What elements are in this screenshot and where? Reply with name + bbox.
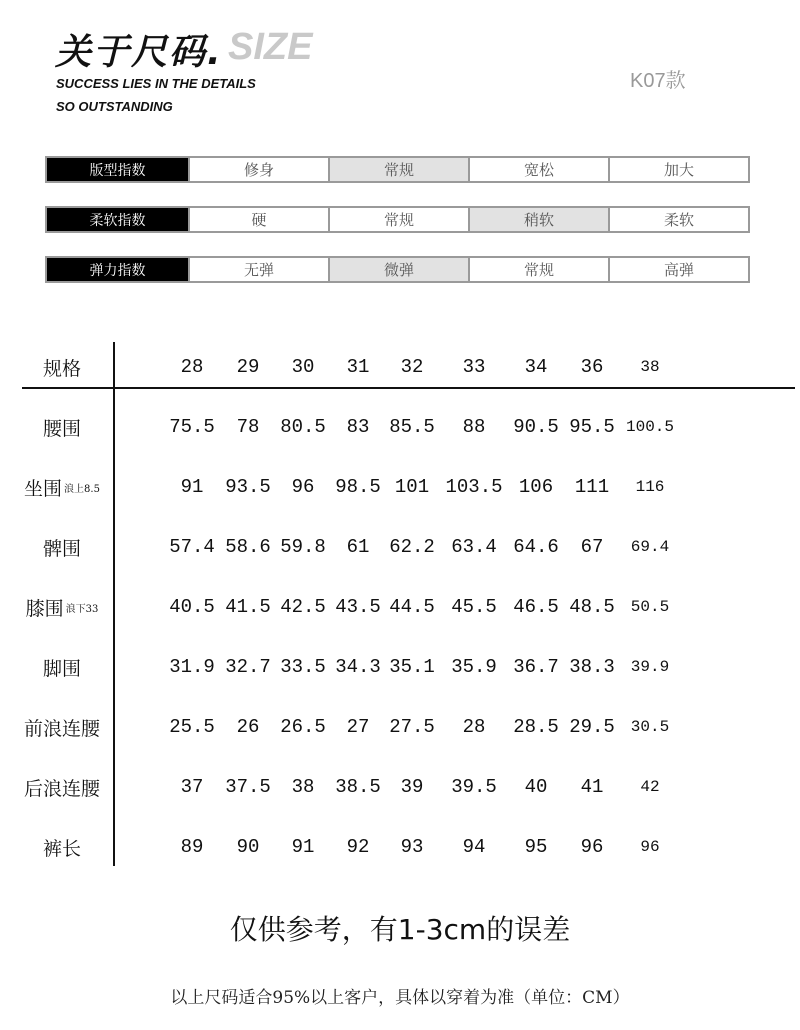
table-cell: 58.6 <box>225 536 271 558</box>
page-title-en: SIZE <box>228 26 313 68</box>
row-label-text: 后浪连腰 <box>23 777 100 800</box>
page-title: 关于尺码. <box>55 32 223 73</box>
table-cell: 30.5 <box>630 718 670 736</box>
table-cell: 93.5 <box>225 476 271 498</box>
table-cell: 93 <box>400 836 424 858</box>
table-cell: 34.3 <box>335 656 381 678</box>
row-label-note: 浪上8.5 <box>64 483 100 495</box>
model-number: K07款 <box>630 70 686 92</box>
table-cell: 62.2 <box>389 536 435 558</box>
table-cell: 41.5 <box>225 596 271 618</box>
table-cell: 37.5 <box>225 776 271 798</box>
softness-index-label: 柔软指数 <box>47 208 188 231</box>
table-cell: 27 <box>346 716 370 738</box>
table-row <box>0 587 800 627</box>
table-row <box>0 827 800 867</box>
table-cell: 33.5 <box>280 656 326 678</box>
table-cell: 29.5 <box>569 716 615 738</box>
table-cell: 111 <box>574 476 610 498</box>
stretch-option: 微弹 <box>328 258 468 281</box>
row-label <box>8 707 116 747</box>
table-cell: 39.9 <box>630 658 670 676</box>
table-cell: 42.5 <box>280 596 326 618</box>
table-cell: 39.5 <box>451 776 497 798</box>
softness-option: 常规 <box>328 208 468 231</box>
table-row <box>0 527 800 567</box>
table-cell: 61 <box>346 536 370 558</box>
table-cell: 43.5 <box>335 596 381 618</box>
table-cell: 40 <box>524 776 548 798</box>
table-cell: 67 <box>580 536 604 558</box>
fit-index-bar <box>45 156 750 183</box>
table-row <box>0 767 800 807</box>
table-cell: 26.5 <box>280 716 326 738</box>
row-label-text: 裤长 <box>42 837 81 860</box>
table-cell: 25.5 <box>169 716 215 738</box>
slogan-line-2: SO OUTSTANDING <box>56 99 173 114</box>
table-row <box>0 467 800 507</box>
header-label: 规格 <box>42 357 81 380</box>
table-cell: 38.3 <box>569 656 615 678</box>
table-cell: 32.7 <box>225 656 271 678</box>
table-cell: 95.5 <box>569 416 615 438</box>
fit-option: 修身 <box>188 158 328 181</box>
table-cell: 106 <box>518 476 554 498</box>
table-cell: 39 <box>400 776 424 798</box>
fit-option: 常规 <box>328 158 468 181</box>
table-cell: 101 <box>394 476 430 498</box>
table-cell: 48.5 <box>569 596 615 618</box>
stretch-option: 高弹 <box>608 258 748 281</box>
table-cell: 26 <box>236 716 260 738</box>
table-cell: 91 <box>291 836 315 858</box>
table-cell: 59.8 <box>280 536 326 558</box>
table-cell: 38.5 <box>335 776 381 798</box>
table-cell: 83 <box>346 416 370 438</box>
table-cell: 90.5 <box>513 416 559 438</box>
disclaimer: 仅供参考，有1-3cm的误差 <box>229 913 571 946</box>
row-label-text: 脚围 <box>42 657 81 680</box>
table-cell: 96 <box>580 836 604 858</box>
table-cell: 96 <box>640 838 660 856</box>
fit-option: 宽松 <box>468 158 608 181</box>
size-header-cell: 31 <box>346 356 370 378</box>
table-row <box>0 647 800 687</box>
softness-option: 硬 <box>188 208 328 231</box>
table-cell: 37 <box>180 776 204 798</box>
slogan-line-1: SUCCESS LIES IN THE DETAILS <box>56 76 256 91</box>
row-label-text: 前浪连腰 <box>23 717 100 740</box>
table-cell: 95 <box>524 836 548 858</box>
table-row <box>0 707 800 747</box>
row-label <box>8 527 116 567</box>
table-cell: 98.5 <box>335 476 381 498</box>
table-cell: 28 <box>462 716 486 738</box>
size-header-cell: 29 <box>236 356 260 378</box>
footnote: 以上尺码适合95%以上客户，具体以穿着为准（单位：CM） <box>170 988 630 1008</box>
table-cell: 64.6 <box>513 536 559 558</box>
row-label-text: 膝围 <box>25 597 64 620</box>
size-header-cell: 38 <box>640 358 660 376</box>
row-label <box>8 467 116 507</box>
table-cell: 91 <box>180 476 204 498</box>
row-label <box>8 827 116 867</box>
row-label-text: 腰围 <box>42 417 81 440</box>
table-cell: 28.5 <box>513 716 559 738</box>
size-header-cell: 36 <box>580 356 604 378</box>
table-cell: 42 <box>640 778 660 796</box>
table-header-row <box>0 347 800 387</box>
table-cell: 75.5 <box>169 416 215 438</box>
table-cell: 27.5 <box>389 716 435 738</box>
table-header-divider <box>22 387 795 389</box>
table-cell: 88 <box>462 416 486 438</box>
table-cell: 57.4 <box>169 536 215 558</box>
size-header-cell: 28 <box>180 356 204 378</box>
table-cell: 85.5 <box>389 416 435 438</box>
size-header-cell: 33 <box>462 356 486 378</box>
table-cell: 40.5 <box>169 596 215 618</box>
table-cell: 38 <box>291 776 315 798</box>
table-cell: 78 <box>236 416 260 438</box>
softness-index-bar <box>45 206 750 233</box>
table-cell: 36.7 <box>513 656 559 678</box>
fit-option: 加大 <box>608 158 748 181</box>
table-cell: 80.5 <box>280 416 326 438</box>
table-cell: 50.5 <box>630 598 670 616</box>
table-cell: 35.1 <box>389 656 435 678</box>
table-cell: 35.9 <box>451 656 497 678</box>
table-cell: 46.5 <box>513 596 559 618</box>
table-cell: 44.5 <box>389 596 435 618</box>
stretch-option: 常规 <box>468 258 608 281</box>
row-label-note: 浪下33 <box>65 603 99 615</box>
table-cell: 31.9 <box>169 656 215 678</box>
table-cell: 94 <box>462 836 486 858</box>
table-cell: 69.4 <box>630 538 670 556</box>
table-cell: 116 <box>635 478 665 496</box>
table-cell: 63.4 <box>451 536 497 558</box>
softness-option: 稍软 <box>468 208 608 231</box>
table-cell: 92 <box>346 836 370 858</box>
row-label <box>8 767 116 807</box>
table-cell: 45.5 <box>451 596 497 618</box>
table-cell: 100.5 <box>625 418 674 436</box>
softness-option: 柔软 <box>608 208 748 231</box>
size-header-cell: 30 <box>291 356 315 378</box>
size-header-cell: 32 <box>400 356 424 378</box>
row-label-text: 坐围 <box>24 477 63 500</box>
table-cell: 89 <box>180 836 204 858</box>
stretch-index-bar <box>45 256 750 283</box>
stretch-index-label: 弹力指数 <box>47 258 188 281</box>
row-label <box>8 587 116 627</box>
table-cell: 96 <box>291 476 315 498</box>
row-label <box>8 647 116 687</box>
stretch-option: 无弹 <box>188 258 328 281</box>
row-label <box>8 407 116 447</box>
size-header-cell: 34 <box>524 356 548 378</box>
table-cell: 90 <box>236 836 260 858</box>
fit-index-label: 版型指数 <box>47 158 188 181</box>
table-cell: 41 <box>580 776 604 798</box>
table-row <box>0 407 800 447</box>
row-label-text: 髀围 <box>42 537 81 560</box>
table-cell: 103.5 <box>445 476 503 498</box>
